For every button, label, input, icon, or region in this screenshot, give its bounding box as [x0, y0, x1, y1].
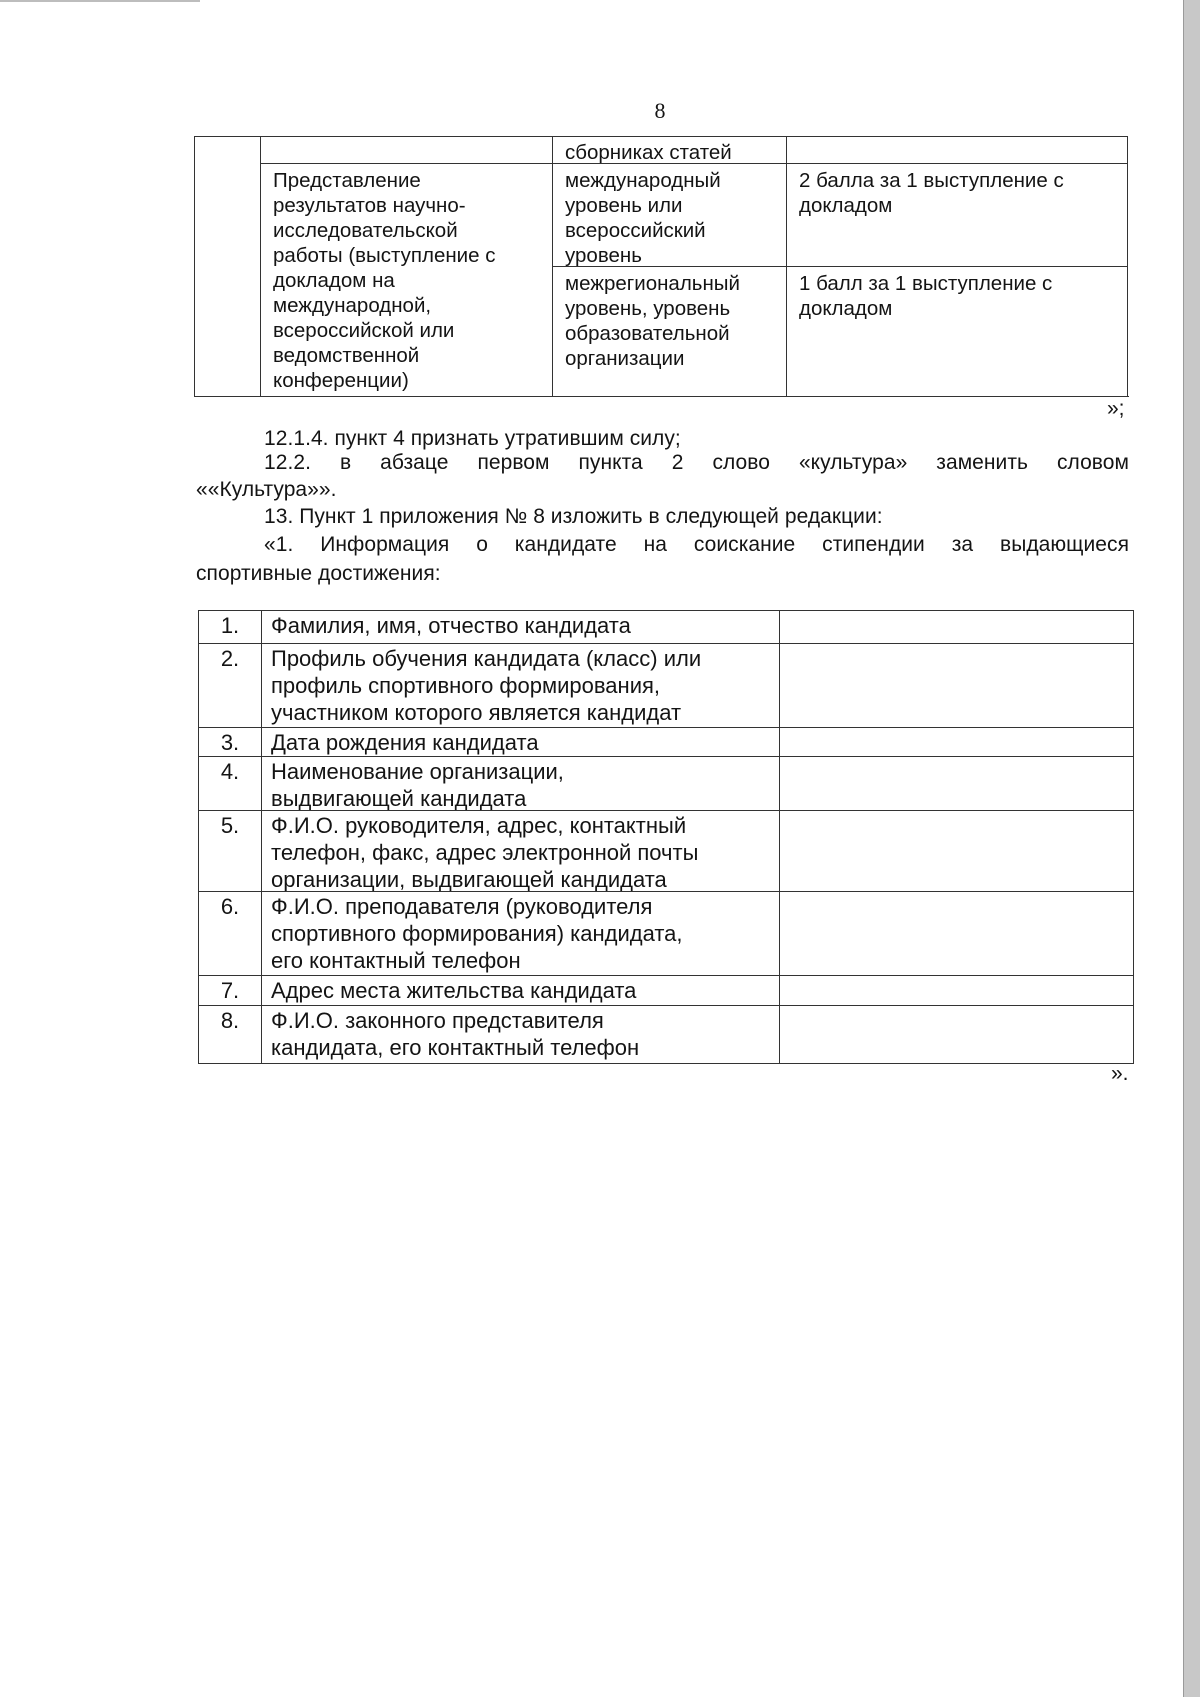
row-label: Профиль обучения кандидата (класс) или профиль спортивного формирования, участником которого является кандидат [271, 646, 702, 725]
table-row [199, 756, 1133, 810]
paragraph-12-2-line2: ««Культура»». [196, 478, 337, 501]
table-row [199, 643, 1133, 727]
row-number: 6. [220, 894, 240, 919]
scan-edge [0, 0, 200, 2]
table1-border-left [194, 136, 195, 397]
row-label: Фамилия, имя, отчество кандидата [271, 613, 631, 638]
table1-border-top [194, 136, 1128, 137]
table-row [199, 1005, 1133, 1063]
table1-points-international: 2 балла за 1 выступление с докладом [799, 169, 1064, 217]
row-number: 3. [220, 730, 240, 755]
row-value [779, 611, 1133, 643]
row-number: 8. [220, 1008, 240, 1033]
row-value [779, 976, 1133, 1005]
row-label: Ф.И.О. законного представителя кандидата, его контактный телефон [271, 1008, 640, 1060]
row-value [779, 811, 1133, 891]
page-number: 8 [654, 98, 666, 123]
table-row [199, 891, 1133, 975]
paragraph-info-line2: спортивные достижения: [196, 562, 441, 585]
table-row [199, 810, 1133, 891]
table-row [199, 611, 1133, 643]
row-value [779, 892, 1133, 975]
paragraph-info-line1: «1. Информация о кандидате на соискание стипендии за выдающиеся [264, 533, 1129, 556]
table-row [199, 727, 1133, 756]
candidate-info-table [198, 610, 1134, 1064]
row-value [779, 644, 1133, 727]
paragraph-13: 13. Пункт 1 приложения № 8 изложить в следующей редакции: [264, 505, 883, 528]
table1-border-bottom [194, 396, 1129, 397]
table1-level-international: международный уровень или всероссийский уровень [565, 169, 721, 267]
table2-closing-quote: ». [1111, 1062, 1129, 1085]
paragraph-12-1-4: 12.1.4. пункт 4 признать утратившим силу; [264, 427, 681, 450]
row-label: Дата рождения кандидата [271, 730, 539, 755]
row-label: Наименование организации, выдвигающей кандидата [271, 759, 564, 811]
table1-closing-quote: »; [1107, 397, 1125, 420]
row-value [779, 757, 1133, 810]
row-number: 1. [220, 613, 240, 638]
table1-level-regional: межрегиональный уровень, уровень образовательной организации [565, 272, 740, 370]
row-number: 5. [220, 813, 240, 838]
row-value [779, 728, 1133, 756]
row-number: 7. [220, 978, 240, 1003]
table1-points-regional: 1 балл за 1 выступление с докладом [799, 272, 1053, 320]
row-number: 4. [220, 759, 240, 784]
row-label: Ф.И.О. руководителя, адрес, контактный телефон, факс, адрес электронной почты организации, выдвигающей кандидата [271, 813, 699, 892]
paragraph-12-2-line1: 12.2. в абзаце первом пункта 2 слово «культура» заменить словом [264, 451, 1129, 474]
row-label: Адрес места жительства кандидата [271, 978, 637, 1003]
table1-row0-col3: сборниках статей [565, 141, 732, 164]
row-number: 2. [220, 646, 240, 671]
table1-activity-cell: Представление результатов научно- исследовательской работы (выступление с докладом на международной, всероссийской или ведомственной конференции) [273, 169, 496, 392]
table-row [199, 975, 1133, 1005]
row-label: Ф.И.О. преподавателя (руководителя спортивного формирования) кандидата, его контактный телефон [271, 894, 683, 973]
row-value [779, 1006, 1133, 1063]
